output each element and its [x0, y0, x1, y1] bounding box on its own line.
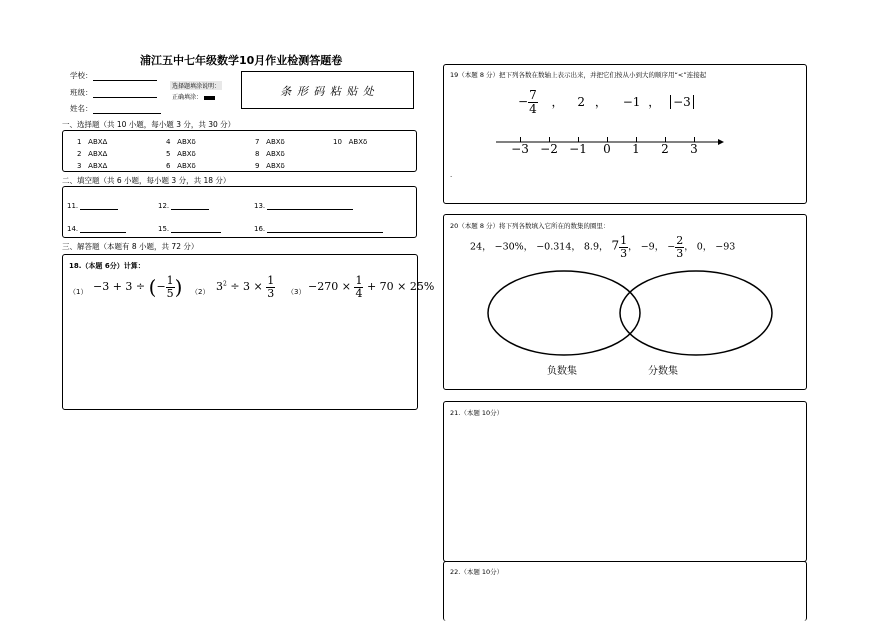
choice-item-10[interactable]: 10 ABXδ: [333, 138, 368, 146]
choice-item-1[interactable]: 1 ABXΔ: [77, 138, 108, 146]
q20-title: 20（本题 8 分）将下列各数填入它所在的数集的圈里：: [450, 222, 610, 230]
fill-blank-16[interactable]: 16.: [254, 224, 383, 233]
fraction-set-circle: [620, 271, 772, 355]
name-label: 姓名：: [70, 104, 93, 113]
q18-title: 18.（本题 6分）计算：: [69, 262, 145, 270]
school-field[interactable]: [70, 70, 157, 81]
barcode-label: 条 形 码 粘 贴 处: [280, 85, 375, 98]
fill-answer-box: [62, 186, 417, 238]
name-field[interactable]: [70, 103, 161, 114]
choice-item-7[interactable]: 7 ABXδ: [255, 138, 285, 146]
q20-number-list: 24， −30%， −0.314， 8.9， 7 $\frac{1}{3}$ ， −9， − $\frac{2}{3}$ ， 0， −93: [470, 234, 736, 260]
number-line-tick-label: −1: [569, 142, 587, 156]
fill-blank-13[interactable]: 13.: [254, 201, 353, 210]
q21-title: 21.（本题 10分）: [450, 409, 504, 417]
q22-title: 22.（本题 10分）: [450, 568, 504, 576]
number-line-tick-label: −3: [511, 142, 529, 156]
choice-item-2[interactable]: 2 ABXΔ: [77, 150, 108, 158]
q18-answer-box[interactable]: [62, 254, 435, 410]
number-line-tick-label: 3: [690, 142, 698, 156]
choice-answer-box: [62, 130, 417, 172]
number-line-tick-label: 0: [603, 142, 611, 156]
fill-blank-12[interactable]: 12.: [158, 201, 209, 210]
fill-note-correct: 正确填涂：: [172, 92, 215, 101]
choice-item-6[interactable]: 6 ABXδ: [166, 162, 196, 170]
q19-title: 19（本题 8 分）把下列各数在数轴上表示出来，并把它们按从小到大的顺序用“<”连接起: [450, 71, 707, 79]
filled-mark-icon: [204, 96, 215, 100]
q18-part1-expr: −3 + 3 ÷ (− $\frac{1}{5}$ ): [93, 274, 183, 300]
school-label: 学校：: [70, 71, 93, 80]
choice-item-3[interactable]: 3 ABXΔ: [77, 162, 108, 170]
q19-answer-box[interactable]: [443, 64, 807, 204]
venn-diagram: [484, 265, 784, 365]
number-line-tick-label: −2: [540, 142, 558, 156]
number-line-tick-label: 2: [661, 142, 669, 156]
q21-answer-box[interactable]: [443, 401, 807, 562]
section-fill-heading: 二、填空题（共 6 小题，每小题 3 分，共 18 分）: [62, 176, 231, 185]
fill-blank-11[interactable]: 11.: [67, 201, 118, 210]
q22-answer-box[interactable]: [443, 561, 807, 621]
fill-blank-14[interactable]: 14.: [67, 224, 126, 233]
negative-set-label: 负数集: [547, 366, 577, 377]
section-choice-heading: 一、选择题（共 10 小题，每小题 3 分，共 30 分）: [62, 120, 236, 129]
q18-part3-label: （3）: [287, 288, 306, 296]
class-field[interactable]: [70, 87, 157, 98]
q18-part2-expr: $3^2 \div 3$ × $\frac{1}{3}$: [216, 274, 275, 300]
fill-note-title: 选择题填涂说明：: [172, 83, 221, 90]
number-line-tick-label: 1: [632, 142, 640, 156]
q18-part1-label: （1）: [69, 288, 88, 296]
fraction-set-label: 分数集: [648, 366, 678, 377]
q19-tail: .: [450, 171, 453, 179]
page-title: 浦江五中七年级数学10月作业检测答题卷: [140, 54, 343, 67]
choice-item-8[interactable]: 8 ABXδ: [255, 150, 285, 158]
q19-number-list: − $\frac{7}{4}$ ， 2 ， −1 ， −3: [518, 89, 694, 115]
barcode-area: [241, 71, 414, 109]
section-solve-heading: 三、解答题（本题有 8 小题，共 72 分）: [62, 242, 199, 251]
q18-part3-expr: −270 × $\frac{1}{4}$ + 70 × 25%: [308, 274, 435, 300]
q18-part2-label: （2）: [191, 288, 210, 296]
choice-item-4[interactable]: 4 ABXδ: [166, 138, 196, 146]
choice-item-5[interactable]: 5 ABXδ: [166, 150, 196, 158]
choice-item-9[interactable]: 9 ABXδ: [255, 162, 285, 170]
fill-blank-15[interactable]: 15.: [158, 224, 221, 233]
q20-answer-box[interactable]: [443, 214, 807, 390]
negative-set-circle: [488, 271, 640, 355]
class-label: 班级：: [70, 88, 93, 97]
